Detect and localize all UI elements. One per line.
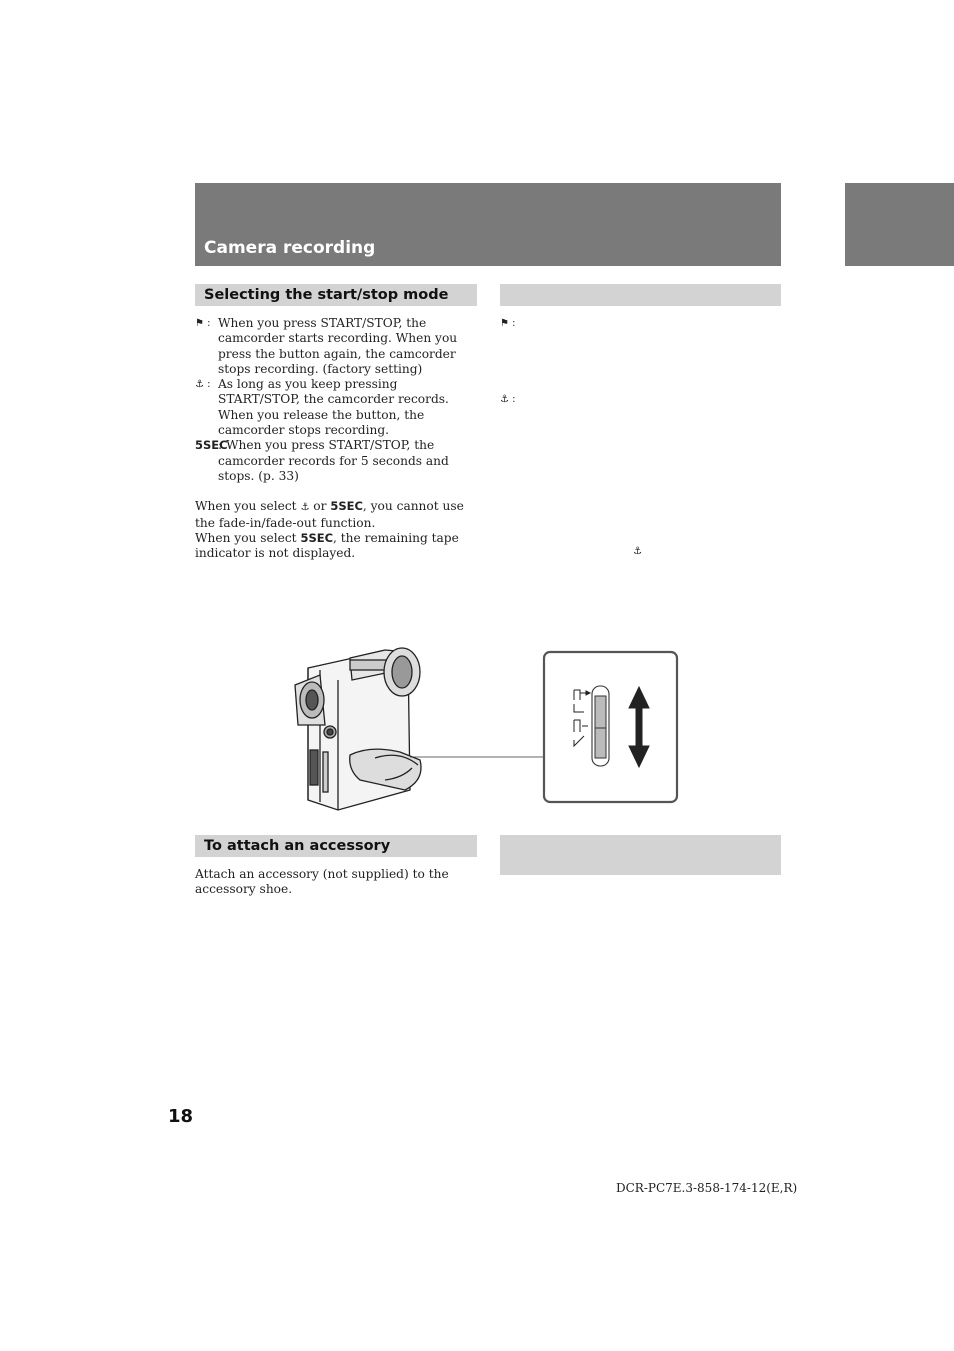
accessory-body: Attach an accessory (not supplied) to the accessory shoe. [195,867,449,897]
section-title-start-stop: Selecting the start/stop mode [204,287,449,303]
chapter-tab [845,183,954,266]
right-symbol-3: ⚓ [633,546,642,557]
footer-code: DCR-PC7E.3-858-174-12(E,R) [616,1181,798,1195]
mode-symbol-1: ⚑ : [195,318,211,329]
page-title: Camera recording [204,238,376,258]
mode-5sec-label: 5SEC [195,438,228,453]
section-bar-accessory [195,835,477,857]
page-number: 18 [168,1106,194,1127]
right-symbol-2: ⚓ : [500,394,516,405]
item-text: When you press START/STOP, the camcorder starts recording. When you press the button again, the camcorder stops recording. (factory setting) [218,316,458,376]
list-item [195,377,480,438]
note-paragraph-2: When you select 5SEC, the remaining tape indicator is not displayed. [195,530,459,561]
section-bar-right-blank [500,284,781,306]
section-bar-right-accessory [500,835,781,875]
start-stop-body [195,316,480,561]
camcorder-illustration [290,640,690,815]
list-item [195,316,480,377]
item-text: : When you press START/STOP, the camcorder records for 5 seconds and stops. (p. 33) [218,438,449,483]
section-title-accessory: To attach an accessory [204,838,391,854]
list-item [195,438,480,484]
right-symbol-1: ⚑ : [500,318,516,329]
section-bar-start-stop [195,284,477,306]
note-paragraph-1: When you select ⚓ or 5SEC, you cannot use the fade-in/fade-out function. [195,499,464,530]
mode-symbol-2: ⚓ : [195,379,211,391]
item-text: As long as you keep pressing START/STOP, the camcorder records. When you release the button, the camcorder stops recording. [218,377,449,438]
